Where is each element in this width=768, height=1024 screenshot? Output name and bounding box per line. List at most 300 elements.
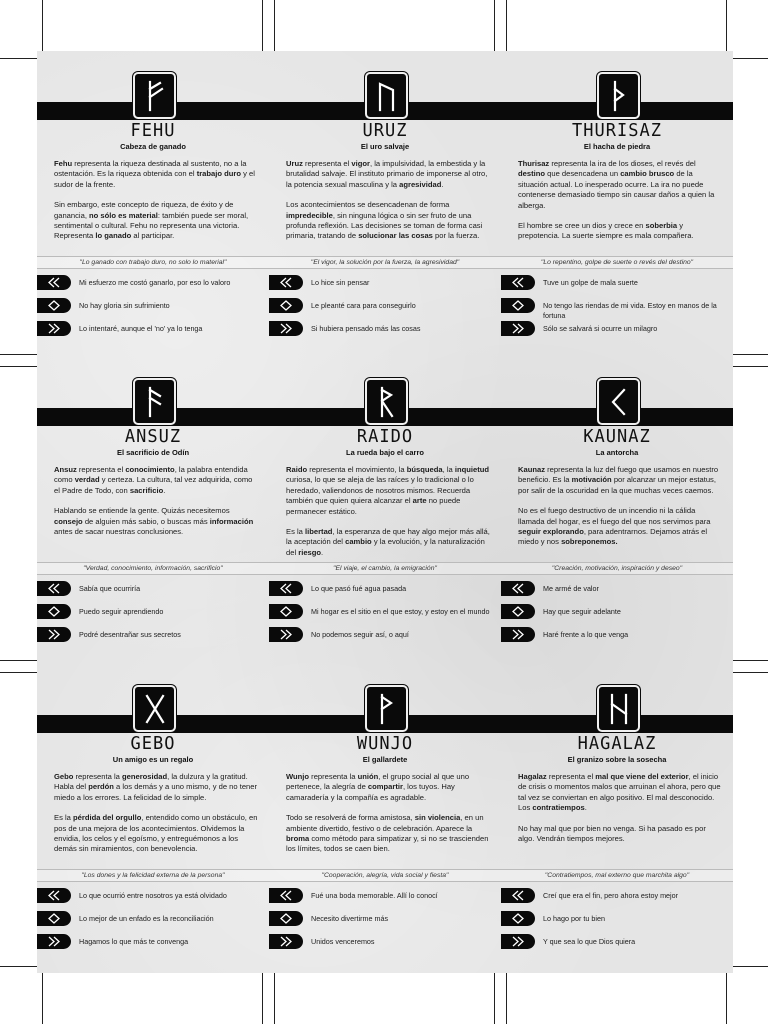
rune-name: URUZ bbox=[362, 120, 408, 142]
option-list bbox=[501, 581, 733, 650]
rune-symbol bbox=[597, 72, 640, 119]
rune-quote: "Contratiempos, mal externo que marchita algo" bbox=[501, 869, 733, 882]
option-row bbox=[501, 604, 733, 627]
rune-quote: "Verdad, conocimiento, información, sacrificio" bbox=[37, 562, 269, 575]
description-text: . bbox=[321, 547, 324, 557]
description-text: y la evolución, y la naturalización del bbox=[286, 537, 485, 557]
description-paragraph bbox=[54, 813, 259, 855]
rune-symbol bbox=[597, 685, 640, 732]
highlight-term: mal que viene del exterior bbox=[595, 772, 689, 781]
option-list bbox=[269, 275, 501, 344]
option-text: Lo hago por tu bien bbox=[543, 914, 605, 923]
cut-mark-bottom-1 bbox=[42, 973, 43, 1024]
rune-symbol bbox=[597, 378, 640, 425]
description-paragraph bbox=[286, 465, 491, 517]
option-button[interactable] bbox=[501, 298, 535, 313]
rune-card-kaunaz bbox=[501, 357, 733, 664]
rune-name: THURISAZ bbox=[572, 120, 662, 142]
cut-mark-right-5 bbox=[733, 672, 768, 673]
chevrons-left-icon bbox=[47, 277, 61, 288]
option-button[interactable] bbox=[269, 298, 303, 313]
option-row bbox=[269, 911, 501, 934]
rune-quote: "Creación, motivación, inspiración y deseo" bbox=[501, 562, 733, 575]
option-row bbox=[37, 321, 269, 344]
highlight-term: contratiempos bbox=[532, 803, 585, 813]
description-text: Es la bbox=[286, 527, 305, 537]
highlight-term: agresividad bbox=[399, 179, 442, 189]
option-button[interactable] bbox=[37, 298, 71, 313]
highlight-term: compartir bbox=[367, 782, 403, 792]
thurisaz-icon bbox=[606, 80, 632, 112]
chevrons-right-icon bbox=[47, 629, 61, 640]
description-text: . bbox=[584, 803, 587, 813]
description-text: . bbox=[163, 485, 166, 495]
description-paragraph bbox=[286, 200, 491, 242]
description-text: curiosa, lo que se aleja de las raíces y lo tradicional o lo heredado, valiendonos de nosotros mismos. Recuerda también que quien quiera alcanzar el bbox=[286, 475, 474, 506]
rune-symbol bbox=[365, 378, 408, 425]
rune-description bbox=[286, 772, 491, 865]
option-button[interactable] bbox=[37, 604, 71, 619]
chevrons-right-icon bbox=[47, 936, 61, 947]
rune-description bbox=[286, 465, 491, 568]
description-text: representa el bbox=[76, 465, 126, 474]
rune-subtitle: El hacha de piedra bbox=[583, 142, 651, 151]
description-paragraph bbox=[286, 527, 491, 558]
option-button[interactable] bbox=[501, 604, 535, 619]
option-text: Creí que era el fin, pero ahora estoy mejor bbox=[543, 891, 679, 900]
option-text: Necesito divertirme más bbox=[311, 914, 389, 923]
description-text: , la dulzura y la gratitud. Habla del bbox=[54, 772, 248, 792]
description-text: representa la luz del fuego que usamos en nuestro beneficio. Es la bbox=[518, 465, 719, 485]
cut-mark-top-3 bbox=[494, 0, 495, 51]
highlight-term: motivación bbox=[571, 475, 612, 485]
highlight-term: sin violencia bbox=[414, 813, 461, 823]
option-text: Si hubiera pensado más las cosas bbox=[311, 324, 421, 333]
option-row bbox=[269, 627, 501, 650]
cut-mark-top-2 bbox=[274, 0, 275, 51]
uruz-icon bbox=[374, 80, 400, 112]
option-list bbox=[501, 888, 733, 957]
option-button[interactable] bbox=[501, 627, 535, 642]
rune-description bbox=[518, 772, 723, 854]
option-text: Lo intentaré, aunque el 'no' ya lo tenga bbox=[79, 324, 203, 333]
highlight-term: soberbia bbox=[645, 221, 678, 231]
highlight-term: consejo bbox=[54, 516, 83, 526]
highlight-term: pérdida del orgullo bbox=[73, 813, 142, 823]
chevrons-right-icon bbox=[279, 323, 293, 334]
option-row bbox=[37, 627, 269, 650]
diamond-icon bbox=[511, 606, 525, 617]
description-paragraph bbox=[54, 506, 259, 537]
description-paragraph bbox=[54, 465, 259, 496]
option-button[interactable] bbox=[269, 581, 303, 596]
rune-subtitle: El sacrificio de Odín bbox=[116, 448, 190, 457]
option-text: Y que sea lo que Dios quiera bbox=[543, 937, 636, 946]
option-list bbox=[37, 275, 269, 344]
option-row bbox=[37, 275, 269, 298]
rune-symbol bbox=[365, 685, 408, 732]
option-row bbox=[501, 911, 733, 934]
description-paragraph bbox=[286, 159, 491, 190]
option-row bbox=[269, 581, 501, 604]
cut-mark-right-3 bbox=[733, 366, 768, 367]
option-row bbox=[37, 911, 269, 934]
rune-quote: "El vigor, la solución por la fuerza, la agresividad" bbox=[269, 256, 501, 269]
description-paragraph bbox=[54, 200, 259, 242]
option-text: Podré desentrañar sus secretos bbox=[79, 630, 181, 639]
option-list bbox=[269, 888, 501, 957]
rune-subtitle: El uro salvaje bbox=[360, 142, 410, 151]
highlight-term: impredecible bbox=[286, 210, 333, 220]
highlight-term: Kaunaz bbox=[518, 465, 546, 474]
description-text: por alcanzar un mejor estatus, por salir de la oscuridad en la que muchas veces caemos. bbox=[518, 475, 716, 495]
rune-symbol bbox=[133, 378, 176, 425]
description-text: , para adentrarnos. Dejamos atrás el miedo y nos bbox=[518, 527, 708, 547]
description-text: representa la ira de los dioses, el revés del bbox=[549, 159, 696, 168]
rune-name: HAGALAZ bbox=[577, 733, 657, 755]
chevrons-left-icon bbox=[279, 277, 293, 288]
cut-mark-left-6 bbox=[0, 966, 37, 967]
rune-description bbox=[54, 159, 259, 252]
rune-name: GEBO bbox=[130, 733, 176, 755]
option-row bbox=[37, 604, 269, 627]
option-text: Unidos venceremos bbox=[311, 937, 375, 946]
cut-mark-top-5 bbox=[726, 0, 727, 51]
highlight-term: broma bbox=[286, 834, 310, 844]
raido-icon bbox=[374, 386, 400, 418]
wunjo-icon bbox=[374, 693, 400, 725]
rune-card-gebo bbox=[37, 664, 269, 971]
option-text: No hay gloria sin sufrimiento bbox=[79, 301, 170, 310]
description-text: Es la bbox=[54, 813, 73, 823]
diamond-icon bbox=[511, 913, 525, 924]
cut-mark-left-5 bbox=[0, 672, 37, 673]
option-text: Lo mejor de un enfado es la reconciliación bbox=[79, 914, 214, 923]
highlight-term: Uruz bbox=[286, 159, 303, 168]
highlight-term: Wunjo bbox=[286, 772, 310, 781]
highlight-term: Hagalaz bbox=[518, 772, 547, 781]
rune-name: WUNJO bbox=[356, 733, 414, 755]
description-text: Los acontecimientos se desencadenan de forma bbox=[286, 200, 450, 210]
highlight-term: unión bbox=[357, 772, 379, 781]
option-text: Hagamos lo que más te convenga bbox=[79, 937, 189, 946]
description-text: por la fuerza. bbox=[432, 231, 480, 241]
highlight-term: inquietud bbox=[454, 465, 490, 474]
description-paragraph bbox=[518, 221, 723, 242]
cut-mark-bottom-3 bbox=[274, 973, 275, 1024]
option-button[interactable] bbox=[501, 275, 535, 290]
highlight-term: verdad bbox=[74, 475, 100, 485]
rune-card-raido bbox=[269, 357, 501, 664]
rune-description bbox=[286, 159, 491, 252]
highlight-term: conocimiento bbox=[125, 465, 175, 474]
cut-mark-right-2 bbox=[733, 354, 768, 355]
option-button[interactable] bbox=[37, 627, 71, 642]
description-text: , el inicio de crisis o momentos malos que arruinan el ahora, pero que tal vez se conviertan en algo positivo. El mal desconocido. Los bbox=[518, 772, 721, 813]
option-text: Haré frente a lo que venga bbox=[543, 630, 629, 639]
diamond-icon bbox=[279, 606, 293, 617]
option-row bbox=[501, 275, 733, 298]
description-paragraph bbox=[54, 159, 259, 190]
highlight-term: perdón bbox=[88, 782, 114, 792]
option-row bbox=[37, 888, 269, 911]
option-row bbox=[501, 627, 733, 650]
option-row bbox=[269, 934, 501, 957]
highlight-term: sacrificio bbox=[129, 485, 164, 495]
highlight-term: Ansuz bbox=[54, 465, 77, 474]
description-text: Todo se resolverá de forma amistosa, bbox=[286, 813, 415, 823]
option-button[interactable] bbox=[501, 934, 535, 949]
chevrons-left-icon bbox=[279, 890, 293, 901]
option-row bbox=[37, 298, 269, 321]
description-text: antes de sacar nuestras conclusiones. bbox=[54, 527, 184, 537]
description-text: , en un ambiente divertido, festivo o de celebración. Aparece la bbox=[286, 813, 484, 833]
option-text: Le pleanté cara para conseguirlo bbox=[311, 301, 416, 310]
option-list bbox=[37, 581, 269, 650]
rune-subtitle: Un amigo es un regalo bbox=[112, 755, 194, 764]
option-row bbox=[269, 321, 501, 344]
description-text: , los tuyos. Hay camaradería y la compañía es agradable. bbox=[286, 782, 455, 802]
description-paragraph bbox=[518, 506, 723, 548]
cut-mark-right-6 bbox=[733, 966, 768, 967]
description-text: como método para simpatizar y, si no se trascienden los límites, todos se caen bien. bbox=[286, 834, 489, 854]
option-button[interactable] bbox=[37, 581, 71, 596]
highlight-term: trabajo duro bbox=[196, 169, 241, 179]
option-text: Sabía que ocurriría bbox=[79, 584, 141, 593]
description-paragraph bbox=[54, 772, 259, 803]
rune-name: FEHU bbox=[130, 120, 176, 142]
highlight-term: Thurisaz bbox=[518, 159, 550, 168]
rune-quote: "Cooperación, alegría, vida social y fiesta" bbox=[269, 869, 501, 882]
description-text: y prepotencia. La suerte siempre es mala compañera. bbox=[518, 221, 694, 241]
rune-description bbox=[518, 465, 723, 558]
description-text: representa el bbox=[302, 159, 352, 168]
highlight-term: vigor bbox=[351, 159, 370, 168]
description-paragraph bbox=[286, 772, 491, 803]
gebo-icon bbox=[142, 693, 168, 725]
rune-card-fehu bbox=[37, 51, 269, 358]
highlight-term: información bbox=[209, 516, 254, 526]
option-row bbox=[501, 321, 733, 344]
description-text: , la palabra entendida como bbox=[54, 465, 248, 485]
option-button[interactable] bbox=[501, 911, 535, 926]
highlight-term: no sólo es material bbox=[89, 210, 158, 220]
description-text: representa la riqueza destinada al sustento, no a la ostentación. Es la riqueza obtenida con el bbox=[54, 159, 247, 179]
rune-subtitle: Cabeza de ganado bbox=[120, 142, 186, 151]
option-button[interactable] bbox=[501, 321, 535, 336]
option-text: Lo que pasó fué agua pasada bbox=[311, 584, 407, 593]
chevrons-right-icon bbox=[279, 629, 293, 640]
option-text: Mi esfuerzo me costó ganarlo, por eso lo valoro bbox=[79, 278, 231, 287]
highlight-term: cambio bbox=[345, 537, 372, 547]
option-button[interactable] bbox=[37, 275, 71, 290]
option-row bbox=[269, 888, 501, 911]
option-button[interactable] bbox=[269, 627, 303, 642]
chevrons-left-icon bbox=[47, 890, 61, 901]
option-row bbox=[269, 298, 501, 321]
rune-description bbox=[54, 465, 259, 547]
option-text: Me armé de valor bbox=[543, 584, 599, 593]
highlight-term: lo ganado bbox=[95, 231, 132, 241]
kaunaz-icon bbox=[606, 386, 632, 418]
highlight-term: Fehu bbox=[54, 159, 73, 168]
rune-card-thurisaz bbox=[501, 51, 733, 358]
option-button[interactable] bbox=[37, 888, 71, 903]
description-text: No es el fuego destructivo de un incendio ni la cálida llamada del hogar, es el fuego del que nos servimos para bbox=[518, 506, 711, 526]
option-row bbox=[501, 581, 733, 604]
description-text: . bbox=[441, 179, 444, 189]
option-button[interactable] bbox=[269, 888, 303, 903]
chevrons-right-icon bbox=[511, 323, 525, 334]
description-text: , la esperanza de que hay algo mejor más allá, la aceptación del bbox=[286, 527, 490, 547]
diamond-icon bbox=[47, 913, 61, 924]
cut-mark-left-3 bbox=[0, 366, 37, 367]
option-row bbox=[269, 275, 501, 298]
option-button[interactable] bbox=[501, 888, 535, 903]
description-paragraph bbox=[518, 159, 723, 211]
chevrons-left-icon bbox=[511, 583, 525, 594]
description-text: de alguien más sabio, o buscas más bbox=[82, 516, 210, 526]
rune-quote: "Lo ganado con trabajo duro, no solo lo material" bbox=[37, 256, 269, 269]
option-list bbox=[501, 275, 733, 344]
rune-subtitle: El granizo sobre la sosecha bbox=[567, 755, 667, 764]
description-text: y el sudor de la frente. bbox=[54, 169, 255, 189]
chevrons-right-icon bbox=[511, 629, 525, 640]
description-paragraph bbox=[286, 813, 491, 855]
option-row bbox=[37, 934, 269, 957]
rune-card-uruz bbox=[269, 51, 501, 358]
description-text: a los demás y a uno mismo, y de no tener miedo a los errores. La felicidad de lo simple. bbox=[54, 782, 258, 802]
rune-symbol bbox=[133, 685, 176, 732]
description-text: al participar. bbox=[131, 231, 175, 241]
option-list bbox=[269, 581, 501, 650]
option-button[interactable] bbox=[37, 911, 71, 926]
rune-card-wunjo bbox=[269, 664, 501, 971]
description-text: representa la bbox=[309, 772, 358, 781]
rune-name: KAUNAZ bbox=[583, 426, 651, 448]
description-paragraph bbox=[518, 772, 723, 814]
diamond-icon bbox=[279, 913, 293, 924]
fehu-icon bbox=[142, 80, 168, 112]
description-text: de la situación actual. Lo inesperado ocurre. La ira no puede contenerse demasiado tiempo sin causar daños a quien la alberga. bbox=[518, 169, 715, 210]
chevrons-left-icon bbox=[47, 583, 61, 594]
cut-mark-top-6 bbox=[262, 0, 263, 51]
ansuz-icon bbox=[142, 386, 168, 418]
rune-symbol bbox=[133, 72, 176, 119]
rune-quote: "Lo repentino, golpe de suerte o revés del destino" bbox=[501, 256, 733, 269]
chevrons-left-icon bbox=[279, 583, 293, 594]
option-text: No tengo las riendas de mi vida. Estoy en manos de la fortuna bbox=[543, 301, 717, 320]
highlight-term: seguir explorando bbox=[518, 527, 584, 537]
option-row bbox=[37, 581, 269, 604]
option-row bbox=[269, 604, 501, 627]
chevrons-left-icon bbox=[511, 890, 525, 901]
rune-name: ANSUZ bbox=[124, 426, 182, 448]
cut-mark-top-4 bbox=[506, 0, 507, 51]
rune-quote: "Los dones y la felicidad externa de la persona" bbox=[37, 869, 269, 882]
highlight-term: Gebo bbox=[54, 772, 74, 781]
option-button[interactable] bbox=[501, 581, 535, 596]
description-text: Sin embargo, este concepto de riqueza, de éxito y de ganancia, bbox=[54, 200, 234, 220]
cut-mark-bottom-4 bbox=[494, 973, 495, 1024]
option-list bbox=[37, 888, 269, 957]
description-text: representa el movimiento, la bbox=[307, 465, 407, 474]
option-row bbox=[501, 298, 733, 321]
description-text: No hay mal que por bien no venga. Si ha pasado es por algo. Vendrán tiempos mejores. bbox=[518, 823, 706, 844]
option-text: Puedo seguir aprendiendo bbox=[79, 607, 164, 616]
option-row bbox=[501, 934, 733, 957]
cut-mark-right-4 bbox=[733, 660, 768, 661]
option-text: Lo hice sin pensar bbox=[311, 278, 370, 287]
highlight-term: destino bbox=[518, 169, 546, 179]
highlight-term: riesgo bbox=[298, 547, 322, 557]
rune-quote: "El viaje, el cambio, la emigración" bbox=[269, 562, 501, 575]
option-text: Sólo se salvará si ocurre un milagro bbox=[543, 324, 658, 333]
cut-mark-left-1 bbox=[0, 58, 37, 59]
highlight-term: sobreponemos. bbox=[561, 537, 618, 547]
option-button[interactable] bbox=[269, 604, 303, 619]
description-text: , sin ninguna lógica o sin ser fruto de una profunda reflexión. Las decisiones se toman de forma casi primaria, tratando de bbox=[286, 210, 483, 241]
rune-subtitle: El gallardete bbox=[362, 755, 408, 764]
description-text: y certeza. La cultura, tal vez adquirida, como el Padre de Todo, con bbox=[54, 475, 253, 495]
option-button[interactable] bbox=[269, 321, 303, 336]
rune-description bbox=[518, 159, 723, 252]
hagalaz-icon bbox=[606, 693, 632, 725]
cut-mark-bottom-6 bbox=[726, 973, 727, 1024]
description-text: que desencadena un bbox=[545, 169, 621, 179]
cut-mark-bottom-2 bbox=[262, 973, 263, 1024]
chevrons-right-icon bbox=[47, 323, 61, 334]
option-button[interactable] bbox=[269, 934, 303, 949]
option-button[interactable] bbox=[269, 911, 303, 926]
cut-mark-top-1 bbox=[42, 0, 43, 51]
option-text: No podemos seguir así, o aquí bbox=[311, 630, 409, 639]
description-text: Hablando se entiende la gente. Quizás necesitemos bbox=[54, 506, 230, 516]
rune-symbol bbox=[365, 72, 408, 119]
option-text: Mi hogar es el sitio en el que estoy, y estoy en el mundo bbox=[311, 607, 490, 616]
rune-card-hagalaz bbox=[501, 664, 733, 971]
option-button[interactable] bbox=[37, 934, 71, 949]
chevrons-left-icon bbox=[511, 277, 525, 288]
option-text: Fué una boda memorable. Allí lo conocí bbox=[311, 891, 438, 900]
diamond-icon bbox=[47, 300, 61, 311]
description-text: representa la bbox=[73, 772, 122, 781]
highlight-term: generosidad bbox=[121, 772, 168, 781]
description-text: representa el bbox=[546, 772, 596, 781]
cut-mark-left-4 bbox=[0, 660, 37, 661]
rune-subtitle: La antorcha bbox=[595, 448, 639, 457]
highlight-term: solucionar las cosas bbox=[358, 231, 433, 241]
description-text: , la impulsividad, la embestida y la brutalidad salvaje. El instituto primario de imponerse al otro, la potencia sexual masculina y la bbox=[286, 159, 488, 189]
description-paragraph bbox=[518, 465, 723, 496]
highlight-term: arte bbox=[412, 496, 427, 506]
description-text: , la bbox=[442, 465, 455, 474]
option-button[interactable] bbox=[37, 321, 71, 336]
option-button[interactable] bbox=[269, 275, 303, 290]
rune-subtitle: La rueda bajo el carro bbox=[346, 448, 424, 457]
diamond-icon bbox=[47, 606, 61, 617]
option-text: Tuve un golpe de mala suerte bbox=[543, 278, 638, 287]
chevrons-right-icon bbox=[511, 936, 525, 947]
description-text: , entendido como un obstáculo, en pos de una mejora de los acontecimientos. Olvidemos la envidia, los celos y el egoísmo, y entreguémonos a los demás sin miramientos, con benevolencia. bbox=[54, 813, 258, 854]
description-text: El hombre se cree un dios y crece en bbox=[518, 221, 646, 231]
rune-card-ansuz bbox=[37, 357, 269, 664]
chevrons-right-icon bbox=[279, 936, 293, 947]
rune-name: RAIDO bbox=[356, 426, 414, 448]
rune-description bbox=[54, 772, 259, 865]
description-paragraph bbox=[518, 824, 723, 845]
cut-mark-left-2 bbox=[0, 354, 37, 355]
